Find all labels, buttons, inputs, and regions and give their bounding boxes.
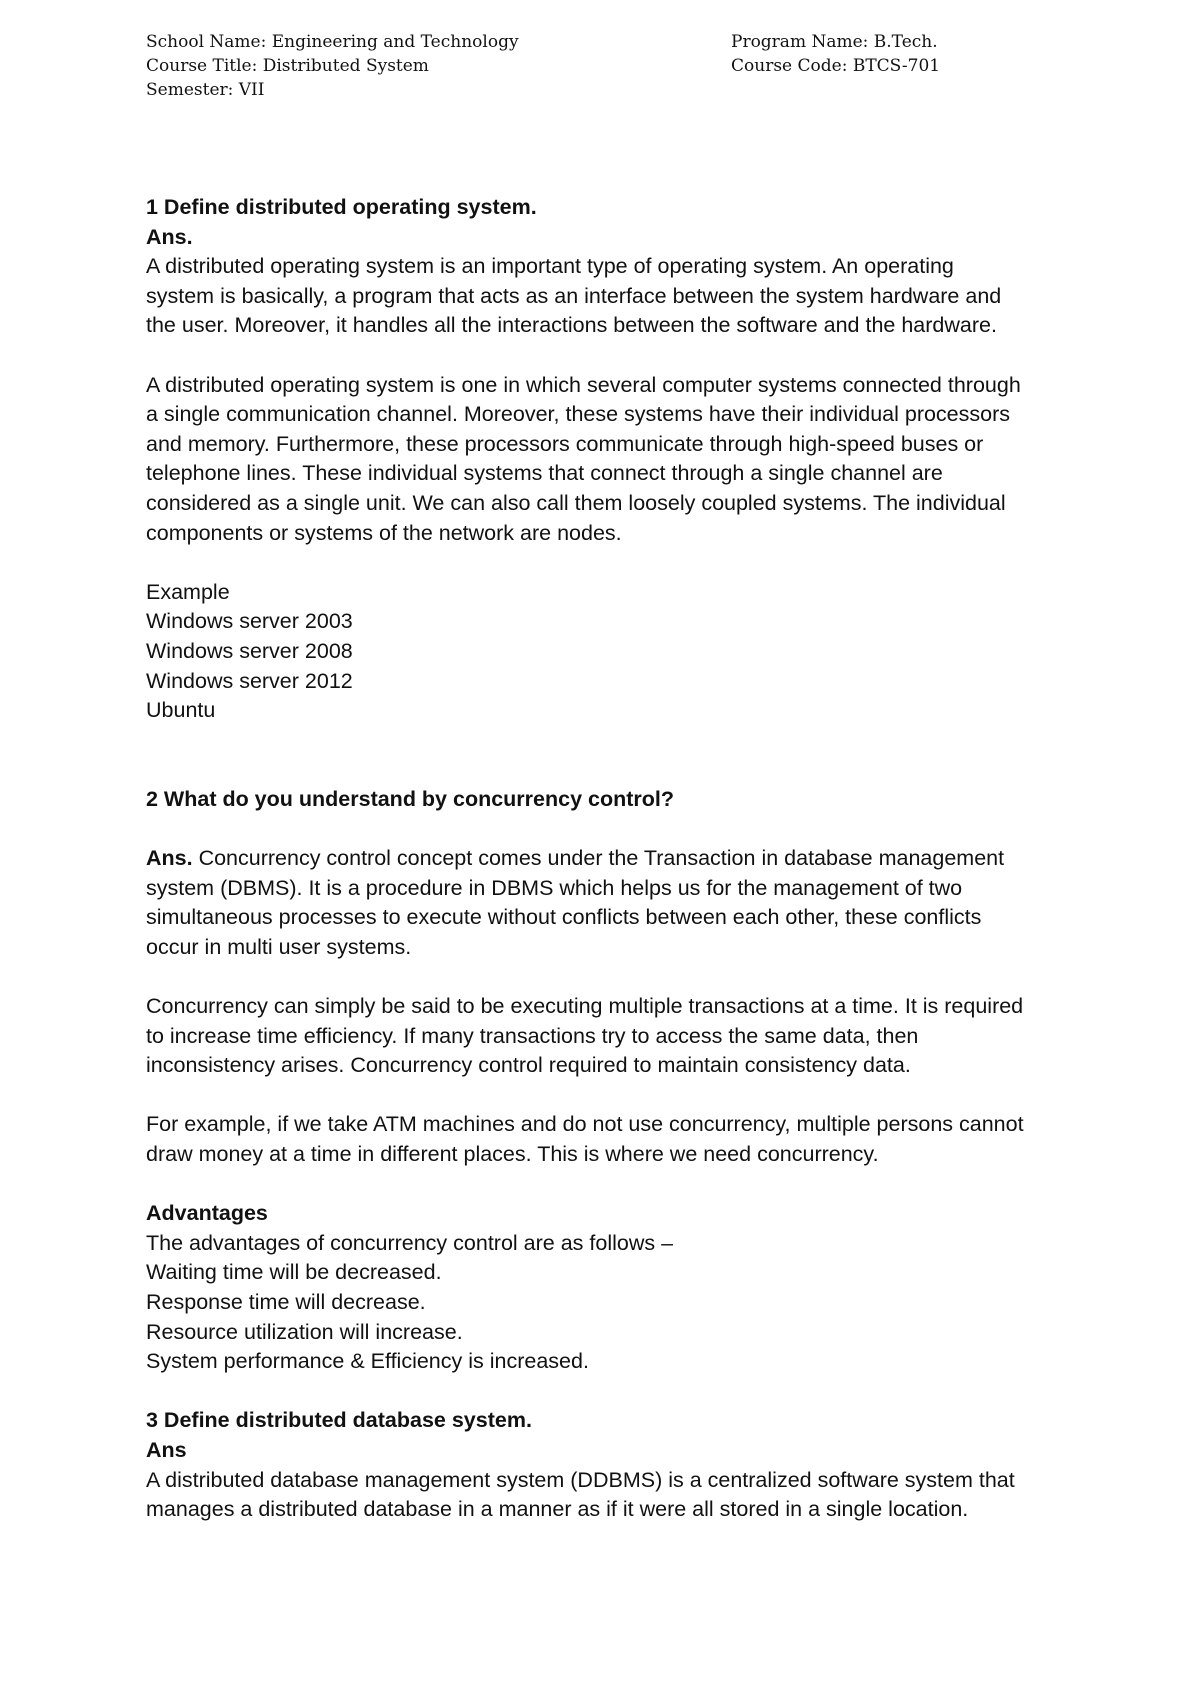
example-label: Example (146, 579, 230, 604)
paragraph-line: draw money at a time in different places. This is where we need concurrency. (146, 1142, 879, 1166)
document-body (146, 193, 1066, 1525)
question-1-heading: 1 Define distributed operating system. (146, 195, 537, 219)
paragraph-line: occur in multi user systems. (146, 934, 412, 959)
paragraph-line: A distributed operating system is an important type of operating system. An operating (146, 254, 954, 279)
header-left (146, 30, 519, 102)
spacer (146, 1081, 1066, 1111)
paragraph-line: to increase time efficiency. If many transactions try to access the same data, then (146, 1023, 919, 1048)
paragraph-line: the user. Moreover, it handles all the interactions between the software and the hardware. (146, 313, 997, 338)
paragraph-line: manages a distributed database in a manner as if it were all stored in a single location. (146, 1497, 969, 1522)
paragraph-line: system (DBMS). It is a procedure in DBMS which helps us for the management of two (146, 875, 963, 900)
advantage-item: Waiting time will be decreased. (146, 1260, 442, 1285)
paragraph-line: A distributed database management system (DDBMS) is a centralized software system that (146, 1467, 1015, 1492)
paragraph-line: simultaneous processes to execute without conflicts between each other, these conflicts (146, 905, 982, 930)
paragraph-line: Concurrency can simply be said to be executing multiple transactions at a time. It is required (146, 994, 1024, 1019)
question-2-heading: 2 What do you understand by concurrency control? (146, 786, 674, 811)
spacer (146, 755, 1066, 785)
spacer (146, 1170, 1066, 1200)
school-name: School Name: Engineering and Technology (146, 32, 519, 52)
question-1-ans-label: Ans. (146, 224, 193, 249)
question-2-ans-label: Ans. (146, 846, 193, 871)
spacer (146, 548, 1066, 578)
spacer (146, 1377, 1066, 1407)
paragraph-line: A distributed operating system is one in which several computer systems connected through (146, 372, 1021, 397)
spacer (146, 341, 1066, 371)
semester: Semester: VII (146, 80, 265, 100)
example-item: Ubuntu (146, 698, 216, 723)
paragraph-text: Concurrency control concept comes under the Transaction in database management (192, 846, 1005, 871)
program-name: Program Name: B.Tech. (731, 32, 938, 52)
advantage-item: System performance & Efficiency is increased. (146, 1349, 589, 1374)
example-item: Windows server 2008 (146, 638, 353, 663)
paragraph-line: and memory. Furthermore, these processors communicate through high-speed buses or (146, 431, 984, 456)
paragraph-line: considered as a single unit. We can also call them loosely coupled systems. The individual (146, 490, 1006, 515)
course-code: Course Code: BTCS-701 (731, 56, 941, 76)
paragraph-line: system is basically, a program that acts as an interface between the system hardware and (146, 283, 1002, 308)
advantage-item: Response time will decrease. (146, 1289, 426, 1314)
spacer (146, 814, 1066, 844)
paragraph-line: components or systems of the network are nodes. (146, 520, 622, 545)
advantages-heading: Advantages (146, 1201, 268, 1226)
example-item: Windows server 2003 (146, 609, 353, 634)
paragraph-line (146, 844, 1066, 874)
question-3-ans-label: Ans (146, 1437, 187, 1462)
paragraph-line: inconsistency arises. Concurrency control required to maintain consistency data. (146, 1053, 911, 1078)
question-3-heading: 3 Define distributed database system. (146, 1408, 532, 1433)
example-item: Windows server 2012 (146, 668, 353, 693)
spacer (146, 726, 1066, 756)
paragraph-line: a single communication channel. Moreover, these systems have their individual processors (146, 402, 1011, 427)
advantages-intro: The advantages of concurrency control are as follows – (146, 1230, 674, 1255)
header-right (731, 30, 940, 78)
advantage-item: Resource utilization will increase. (146, 1319, 463, 1344)
paragraph-line: For example, if we take ATM machines and do not use concurrency, multiple persons cannot (146, 1112, 1024, 1137)
course-title: Course Title: Distributed System (146, 56, 429, 76)
paragraph-line: telephone lines. These individual systems that connect through a single channel are (146, 461, 943, 486)
spacer (146, 962, 1066, 992)
